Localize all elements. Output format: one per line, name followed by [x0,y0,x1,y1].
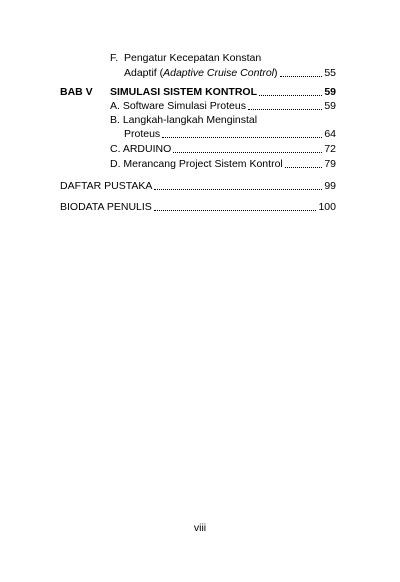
leader-dots [285,167,323,168]
toc-biodata-page: 100 [318,201,336,213]
toc-daftar-title: DAFTAR PUSTAKA [60,180,153,192]
toc-d-title: D. Merancang Project Sistem Kontrol [110,158,283,170]
toc-c-page: 72 [324,143,336,155]
toc-bab-title: SIMULASI SISTEM KONTROL [110,86,257,98]
toc-f-prefix: F. [110,52,119,64]
toc-entry-d[interactable] [110,158,336,170]
toc-entry-biodata-penulis[interactable] [60,201,336,213]
toc-f-page: 55 [324,67,336,79]
toc-entry-b[interactable] [124,128,336,140]
toc-b-page: 64 [324,128,336,140]
toc-d-page: 79 [324,158,336,170]
toc-b-title-line1: B. Langkah-langkah Menginstal [110,114,258,126]
toc-bab-label: BAB V [60,86,93,98]
toc-b-title-line2: Proteus [124,128,161,140]
toc-f-title-line1: Pengatur Kecepatan Konstan [124,52,262,64]
toc-daftar-page: 99 [324,180,336,192]
page-number: viii [193,522,207,534]
toc-entry-c[interactable] [110,143,336,155]
leader-dots [248,109,322,110]
toc-a-title: A. Software Simulasi Proteus [110,100,246,112]
toc-c-title: C. ARDUINO [110,143,172,155]
leader-dots [280,76,323,77]
leader-dots [173,152,322,153]
toc-entry-bab-v[interactable] [110,86,336,98]
toc-bab-page: 59 [324,86,336,98]
leader-dots [162,137,322,138]
toc-entry-f[interactable] [124,67,336,79]
toc-a-page: 59 [324,100,336,112]
leader-dots [259,95,322,96]
toc-biodata-title: BIODATA PENULIS [60,201,152,213]
toc-entry-a[interactable] [110,100,336,112]
toc-entry-daftar-pustaka[interactable] [60,180,336,192]
toc-f-title-line2: Adaptif (Adaptive Cruise Control) [124,67,278,79]
leader-dots [154,189,322,190]
leader-dots [154,210,317,211]
